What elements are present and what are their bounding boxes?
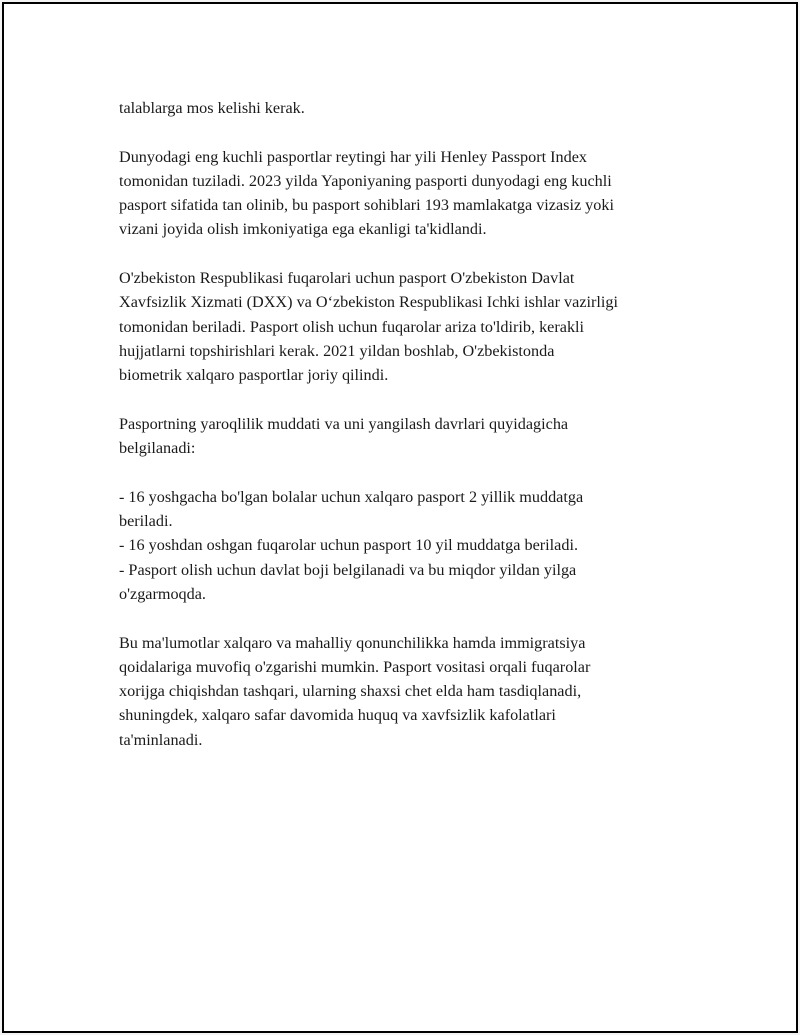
document-page — [2, 2, 798, 1033]
paragraph: Pasportning yaroqlilik muddati va uni yangilash davrlari quyidagicha belgilanadi: — [119, 414, 569, 458]
paragraph: Bu ma'lumotlar xalqaro va mahalliy qonunchilikka hamda immigratsiya qoidalariga muvofiq o'zgarishi mumkin. Pasport vositasi orqali fuqarolar xorijga chiqishdan tashqari, ularning shaxsi chet elda ham tasdiqlanadi, shuningdek, xalqaro safar davomida huquq va xavfsizlik kafolatlari ta'minlanadi. — [119, 633, 591, 749]
document-body — [119, 96, 679, 752]
paragraph: Dunyodagi eng kuchli pasportlar reytingi har yili Henley Passport Index tomonidan tuziladi. 2023 yilda Yaponiyaning pasporti dunyodagi eng kuchli pasport sifatida tan olinib, bu pasport sohiblari 193 mamlakatga vizasiz yoki vizani joyida olish imkoniyatiga ega ekanligi ta'kidlandi. — [119, 147, 614, 239]
paragraph: talablarga mos kelishi kerak. — [119, 99, 305, 117]
paragraph: O'zbekiston Respublikasi fuqarolari uchun pasport O'zbekiston Davlat Xavfsizlik Xizmati (DXX) va O‘zbekiston Respublikasi Ichki ishlar vazirligi tomonidan beriladi. Pasport olish uchun fuqarolar ariza to'ldirib, kerakli hujjatlarni topshirishlari kerak. 2021 yildan boshlab, O'zbekistonda biometrik xalqaro pasportlar joriy qilindi. — [119, 269, 618, 385]
paragraph: - 16 yoshgacha bo'lgan bolalar uchun xalqaro pasport 2 yillik muddatga beriladi. - 16 yoshdan oshgan fuqarolar uchun pasport 10 yil muddatga beriladi. - Pasport olish uchun davlat boji belgilanadi va bu miqdor yildan yilga o'zgarmoqda. — [119, 487, 584, 603]
